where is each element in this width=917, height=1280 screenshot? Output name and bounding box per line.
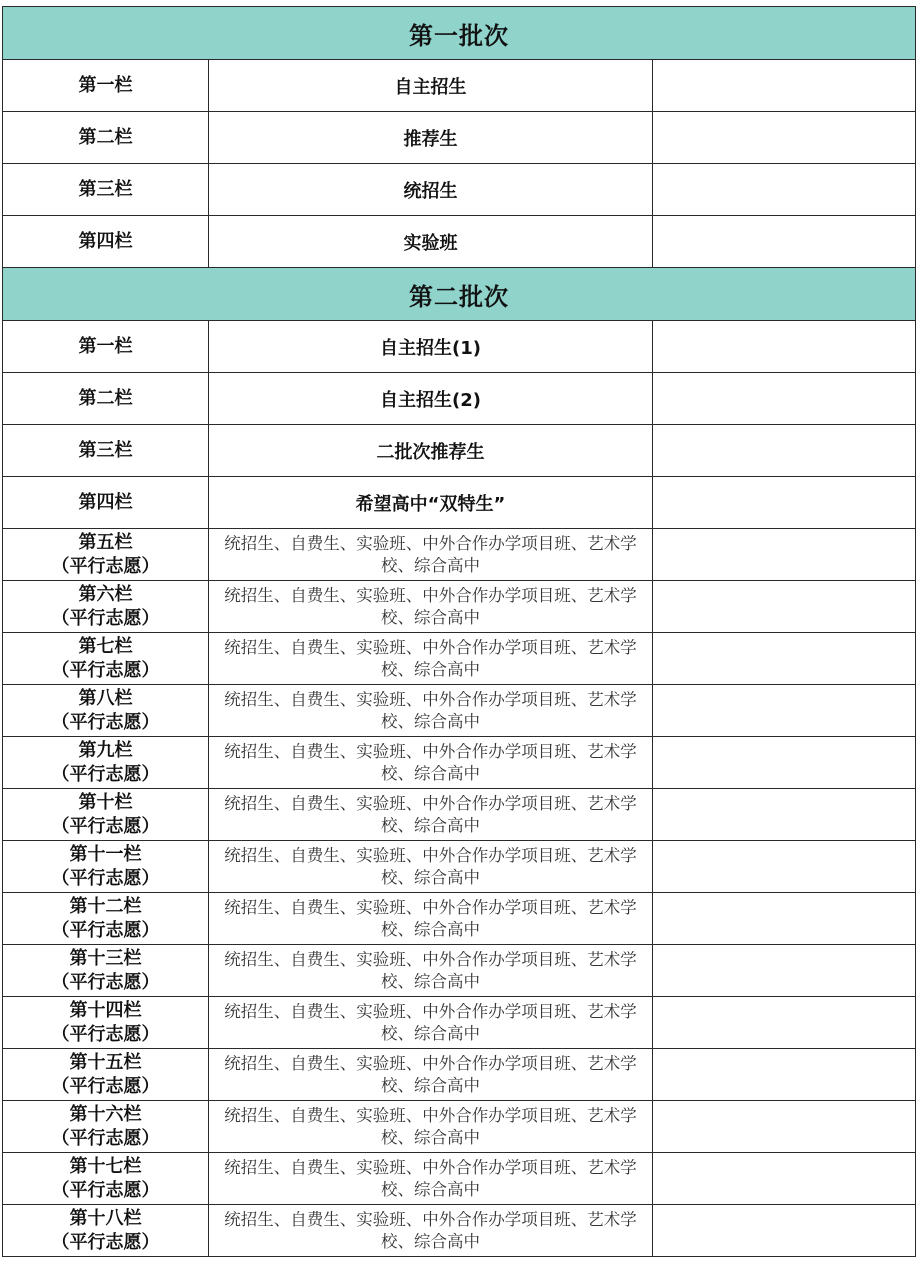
column-label-cell (3, 685, 209, 737)
column-label-cell (3, 1153, 209, 1205)
table-row-parallel (3, 841, 916, 893)
parallel-note: （平行志愿） (51, 607, 160, 629)
admission-types: 统招生、自费生、实验班、中外合作办学项目班、艺术学校、综合高中 (209, 1049, 653, 1101)
column-label-cell (3, 1101, 209, 1153)
table-row-parallel (3, 529, 916, 581)
column-label-cell (3, 789, 209, 841)
column-label: 第九栏 (78, 739, 133, 761)
admission-types: 统招生、自费生、实验班、中外合作办学项目班、艺术学校、综合高中 (209, 997, 653, 1049)
admission-types: 统招生、自费生、实验班、中外合作办学项目班、艺术学校、综合高中 (209, 581, 653, 633)
column-label: 第三栏 (3, 425, 209, 477)
blank-cell (653, 685, 916, 737)
column-label: 第十七栏 (69, 1155, 142, 1177)
blank-cell (653, 216, 916, 268)
admission-type: 自主招生(2) (209, 373, 653, 425)
admission-types: 统招生、自费生、实验班、中外合作办学项目班、艺术学校、综合高中 (209, 893, 653, 945)
batch-header-row (3, 7, 916, 60)
blank-cell (653, 477, 916, 529)
table-row (3, 216, 916, 268)
parallel-note: （平行志愿） (51, 1075, 160, 1097)
column-label: 第五栏 (78, 531, 133, 553)
blank-cell (653, 997, 916, 1049)
table-row (3, 164, 916, 216)
parallel-note: （平行志愿） (51, 711, 160, 733)
blank-cell (653, 1101, 916, 1153)
admission-type: 希望高中“双特生” (209, 477, 653, 529)
table-row (3, 112, 916, 164)
column-label: 第十八栏 (69, 1207, 142, 1229)
blank-cell (653, 893, 916, 945)
column-label: 第四栏 (3, 216, 209, 268)
table-row (3, 477, 916, 529)
table-row-parallel (3, 1205, 916, 1257)
table-row-parallel (3, 1101, 916, 1153)
table-row (3, 373, 916, 425)
blank-cell (653, 529, 916, 581)
batch-title: 第一批次 (3, 7, 916, 60)
parallel-note: （平行志愿） (51, 919, 160, 941)
blank-cell (653, 60, 916, 112)
volunteer-table (2, 6, 916, 1257)
admission-type: 自主招生(1) (209, 321, 653, 373)
table-row-parallel (3, 737, 916, 789)
column-label-cell (3, 737, 209, 789)
table-row (3, 321, 916, 373)
admission-type: 二批次推荐生 (209, 425, 653, 477)
admission-type: 实验班 (209, 216, 653, 268)
parallel-note: （平行志愿） (51, 555, 160, 577)
table-row-parallel (3, 633, 916, 685)
table-row-parallel (3, 945, 916, 997)
column-label-cell (3, 997, 209, 1049)
admission-types: 统招生、自费生、实验班、中外合作办学项目班、艺术学校、综合高中 (209, 1205, 653, 1257)
column-label: 第十一栏 (69, 843, 142, 865)
table-row (3, 425, 916, 477)
blank-cell (653, 945, 916, 997)
admission-type: 推荐生 (209, 112, 653, 164)
parallel-note: （平行志愿） (51, 971, 160, 993)
blank-cell (653, 737, 916, 789)
column-label-cell (3, 1049, 209, 1101)
admission-types: 统招生、自费生、实验班、中外合作办学项目班、艺术学校、综合高中 (209, 529, 653, 581)
parallel-note: （平行志愿） (51, 867, 160, 889)
admission-type: 统招生 (209, 164, 653, 216)
column-label: 第十六栏 (69, 1103, 142, 1125)
column-label-cell (3, 1205, 209, 1257)
table-row-parallel (3, 789, 916, 841)
admission-types: 统招生、自费生、实验班、中外合作办学项目班、艺术学校、综合高中 (209, 841, 653, 893)
blank-cell (653, 373, 916, 425)
parallel-note: （平行志愿） (51, 1231, 160, 1253)
blank-cell (653, 1049, 916, 1101)
parallel-note: （平行志愿） (51, 815, 160, 837)
admission-types: 统招生、自费生、实验班、中外合作办学项目班、艺术学校、综合高中 (209, 1101, 653, 1153)
column-label-cell (3, 841, 209, 893)
admission-types: 统招生、自费生、实验班、中外合作办学项目班、艺术学校、综合高中 (209, 633, 653, 685)
column-label-cell (3, 633, 209, 685)
blank-cell (653, 321, 916, 373)
column-label: 第十二栏 (69, 895, 142, 917)
column-label: 第三栏 (3, 164, 209, 216)
parallel-note: （平行志愿） (51, 763, 160, 785)
blank-cell (653, 425, 916, 477)
column-label: 第一栏 (3, 321, 209, 373)
column-label: 第四栏 (3, 477, 209, 529)
admission-types: 统招生、自费生、实验班、中外合作办学项目班、艺术学校、综合高中 (209, 737, 653, 789)
column-label: 第八栏 (78, 687, 133, 709)
table-row-parallel (3, 1049, 916, 1101)
column-label: 第一栏 (3, 60, 209, 112)
column-label: 第二栏 (3, 373, 209, 425)
parallel-note: （平行志愿） (51, 1023, 160, 1045)
column-label: 第六栏 (78, 583, 133, 605)
admission-types: 统招生、自费生、实验班、中外合作办学项目班、艺术学校、综合高中 (209, 789, 653, 841)
column-label-cell (3, 945, 209, 997)
column-label: 第十四栏 (69, 999, 142, 1021)
column-label-cell (3, 529, 209, 581)
blank-cell (653, 164, 916, 216)
table-row (3, 60, 916, 112)
column-label: 第十五栏 (69, 1051, 142, 1073)
blank-cell (653, 841, 916, 893)
blank-cell (653, 789, 916, 841)
column-label-cell (3, 893, 209, 945)
admission-types: 统招生、自费生、实验班、中外合作办学项目班、艺术学校、综合高中 (209, 685, 653, 737)
blank-cell (653, 1153, 916, 1205)
table-row-parallel (3, 997, 916, 1049)
blank-cell (653, 581, 916, 633)
blank-cell (653, 1205, 916, 1257)
batch-title: 第二批次 (3, 268, 916, 321)
table-row-parallel (3, 685, 916, 737)
admission-types: 统招生、自费生、实验班、中外合作办学项目班、艺术学校、综合高中 (209, 945, 653, 997)
column-label: 第七栏 (78, 635, 133, 657)
table-row-parallel (3, 893, 916, 945)
admission-type: 自主招生 (209, 60, 653, 112)
blank-cell (653, 112, 916, 164)
parallel-note: （平行志愿） (51, 1179, 160, 1201)
parallel-note: （平行志愿） (51, 659, 160, 681)
admission-types: 统招生、自费生、实验班、中外合作办学项目班、艺术学校、综合高中 (209, 1153, 653, 1205)
blank-cell (653, 633, 916, 685)
parallel-note: （平行志愿） (51, 1127, 160, 1149)
column-label: 第十三栏 (69, 947, 142, 969)
table-row-parallel (3, 581, 916, 633)
column-label-cell (3, 581, 209, 633)
table-row-parallel (3, 1153, 916, 1205)
batch-header-row (3, 268, 916, 321)
column-label: 第二栏 (3, 112, 209, 164)
column-label: 第十栏 (78, 791, 133, 813)
